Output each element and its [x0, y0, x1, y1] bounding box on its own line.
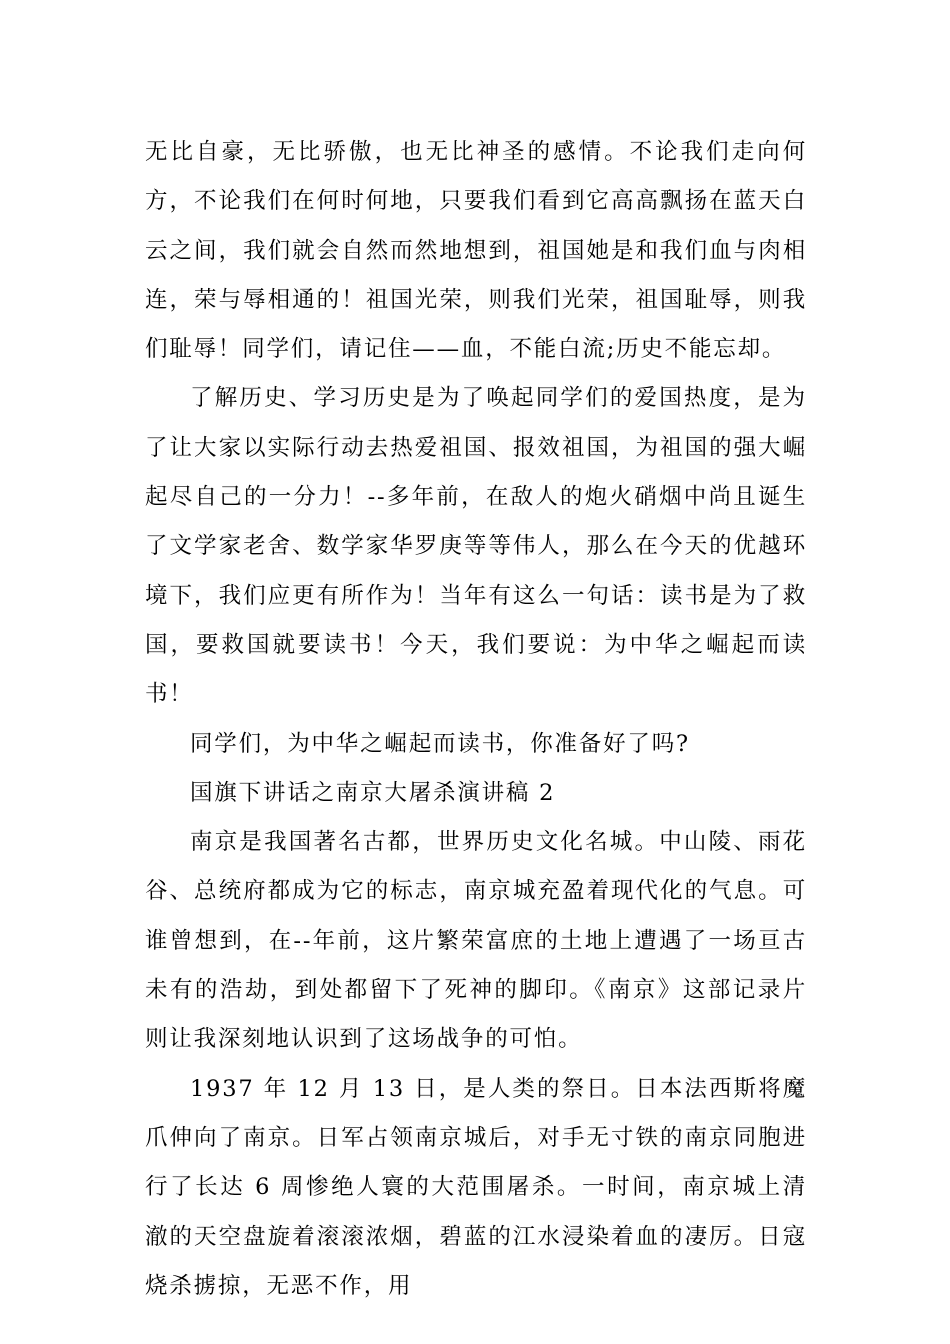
paragraph-3: 同学们，为中华之崛起而读书，你准备好了吗?	[190, 730, 690, 757]
paragraph-4: 南京是我国著名古都，世界历史文化名城。中山陵、雨花谷、总统府都成为它的标志，南京城充盈着现代化的气息。可谁曾想到，在--年前，这片繁荣富庶的土地上遭遇了一场亘古未有的浩劫，到处都留下了死神的脚印。《南京》这部记录片则让我深刻地认识到了这场战争的可怕。	[145, 829, 807, 1053]
paragraph-1: 无比自豪，无比骄傲，也无比神圣的感情。不论我们走向何方，不论我们在何时何地，只要我们看到它高高飘扬在蓝天白云之间，我们就会自然而然地想到，祖国她是和我们血与肉相连，荣与辱相通的！祖国光荣，则我们光荣，祖国耻辱，则我们耻辱！同学们，请记住——血，不能白流;历史不能忘却。	[145, 139, 807, 363]
paragraph-5: 1937 年 12 月 13 日，是人类的祭日。日本法西斯将魔爪伸向了南京。日军占领南京城后，对手无寸铁的南京同胞进行了长达 6 周惨绝人寰的大范围屠杀。一时间，南京城上清澈的天空盘旋着滚滚浓烟，碧蓝的江水浸染着血的凄厉。日寇烧杀掳掠，无恶不作，用	[145, 1075, 807, 1299]
document-body	[145, 128, 807, 1311]
paragraph-2: 了解历史、学习历史是为了唤起同学们的爱国热度，是为了让大家以实际行动去热爱祖国、报效祖国，为祖国的强大崛起尽自己的一分力！--多年前，在敌人的炮火硝烟中尚且诞生了文学家老舍、数学家华罗庚等等伟人，那么在今天的优越环境下，我们应更有所作为！当年有这么一句话：读书是为了救国，要救国就要读书！今天，我们要说：为中华之崛起而读书！	[145, 385, 807, 708]
section-heading: 国旗下讲话之南京大屠杀演讲稿 2	[190, 779, 556, 806]
